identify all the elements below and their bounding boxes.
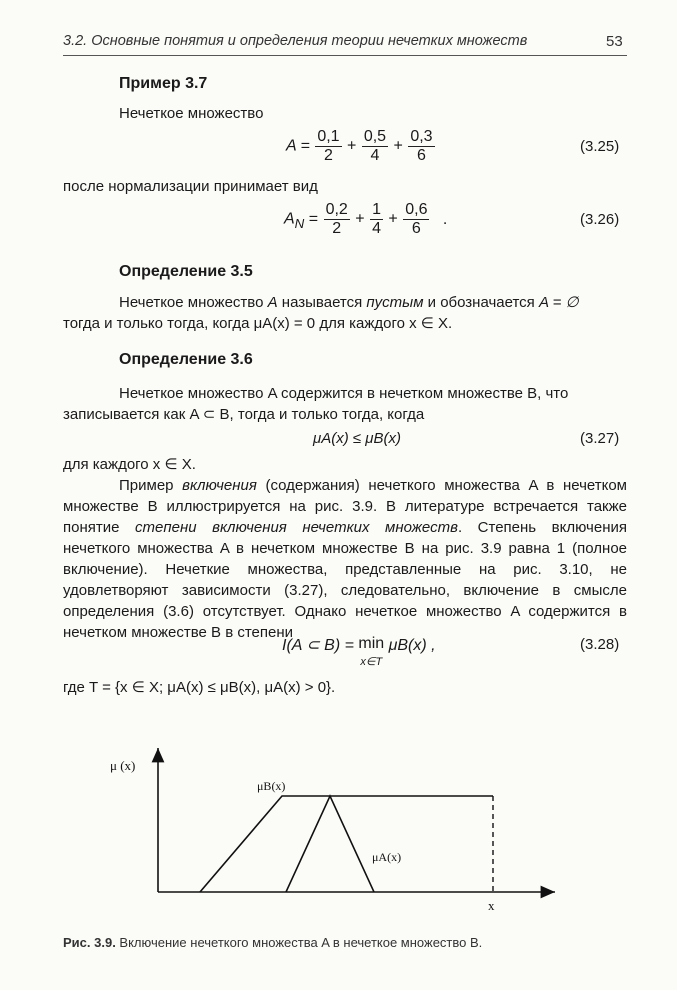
eq2-den3: 6	[411, 220, 421, 237]
eq1-plus2: +	[393, 137, 403, 155]
eq2-den2: 4	[372, 220, 381, 237]
figure-caption	[63, 935, 482, 950]
eq2-dot: .	[442, 210, 448, 228]
eq2-den1: 2	[332, 220, 342, 237]
eq2-plus2: +	[388, 210, 398, 228]
eq-number-3-26: (3.26)	[580, 211, 620, 228]
mu-a-curve	[286, 796, 374, 892]
para-text-b: (содержания) нечеткого множества A в нечетком множестве B иллюстрируется на рис. 3.9. В литературе встречается также понятие	[63, 477, 627, 536]
equation-3-28	[282, 635, 436, 671]
eq1-lhs: A =	[286, 137, 310, 155]
eq-number-3-27: (3.27)	[580, 430, 620, 447]
def35-text-b: называется	[277, 294, 367, 311]
running-header: 3.2. Основные понятия и определения теории нечетких множеств	[63, 33, 528, 49]
para-em-inclusion: включения	[182, 477, 257, 494]
eq1-den3: 6	[417, 147, 426, 164]
eq1-plus1: +	[347, 137, 357, 155]
after-3-27: для каждого x ∈ X.	[63, 456, 196, 473]
eq1-num3: 0,3	[410, 128, 433, 145]
eq2-num3: 0,6	[405, 201, 428, 218]
eq28-rhs: μB(x) ,	[384, 637, 436, 654]
mu-a-label: μA(x)	[372, 850, 402, 864]
x-axis-label: x	[488, 898, 495, 913]
example-middle: после нормализации принимает вид	[63, 178, 318, 195]
eq2-lhs: A	[284, 210, 295, 228]
caption-number: Рис. 3.9.	[63, 935, 116, 950]
definition-3-6-heading: Определение 3.6	[119, 351, 253, 368]
eq1-den2: 4	[370, 147, 380, 164]
eq2-equals: =	[308, 210, 319, 228]
def35-set-a: A	[267, 294, 278, 311]
para-em-degree: степени включения нечетких множеств	[135, 519, 458, 536]
eq28-min: min	[358, 635, 385, 652]
caption-text: Включение нечеткого множества A в нечеткое множество B.	[115, 935, 483, 950]
eq2-num2: 1	[372, 201, 381, 218]
para-text-a: Пример	[119, 477, 183, 494]
equation-3-26	[284, 201, 447, 238]
mu-b-curve	[200, 796, 493, 892]
para-text-c: . Степень включения нечеткого множества A в нечетком множестве B на рис. 3.9 равна 1 (полное включение). Нечеткие множества, представленные на рис. 3.10, не удовлетворяют зависимости (3.27), следовательно, включение в смысле определения (3.6) отсутствует. Однако нечеткое множество A содержится в нечетком множестве B в степени	[63, 519, 627, 641]
example-heading: Пример 3.7	[119, 75, 208, 92]
where-clause: где T = {x ∈ X; μA(x) ≤ μB(x), μA(x) > 0}.	[63, 679, 336, 696]
example-intro: Нечеткое множество	[119, 105, 264, 122]
eq28-sub: x∈T	[360, 656, 383, 668]
definition-3-6-line1: Нечеткое множество A содержится в нечетком множестве B, что	[119, 385, 569, 402]
eq1-num1: 0,1	[317, 128, 340, 145]
eq-number-3-28: (3.28)	[580, 636, 620, 653]
eq2-sub: N	[294, 215, 305, 231]
eq1-den1: 2	[324, 147, 333, 164]
mu-b-label: μB(x)	[257, 779, 286, 793]
def35-text-a: Нечеткое множество	[119, 294, 268, 311]
eq28-lhs: I(A ⊂ B) =	[282, 637, 359, 654]
inclusion-figure	[110, 740, 570, 920]
page-number: 53	[606, 33, 623, 50]
definition-3-5-heading: Определение 3.5	[119, 263, 253, 280]
eq1-num2: 0,5	[363, 128, 387, 145]
equation-3-27: μA(x) ≤ μB(x)	[313, 430, 401, 447]
eq2-plus1: +	[355, 210, 365, 228]
inclusion-paragraph	[63, 475, 627, 643]
definition-3-5-line2: тогда и только тогда, когда μA(x) = 0 для каждого x ∈ X.	[63, 315, 453, 332]
def35-empty-term: пустым	[366, 294, 424, 311]
eq-number-3-25: (3.25)	[580, 138, 620, 155]
eq2-num1: 0,2	[325, 201, 348, 218]
header-rule	[63, 55, 627, 56]
def35-text-c: и обозначается	[423, 294, 539, 311]
definition-3-5-line1	[119, 293, 579, 311]
definition-3-6-line2: записывается как A ⊂ B, тогда и только тогда, когда	[63, 406, 425, 423]
y-axis-label: μ (x)	[110, 758, 136, 773]
equation-3-25	[286, 128, 436, 165]
def35-empty-eq: A = ∅	[538, 294, 579, 311]
